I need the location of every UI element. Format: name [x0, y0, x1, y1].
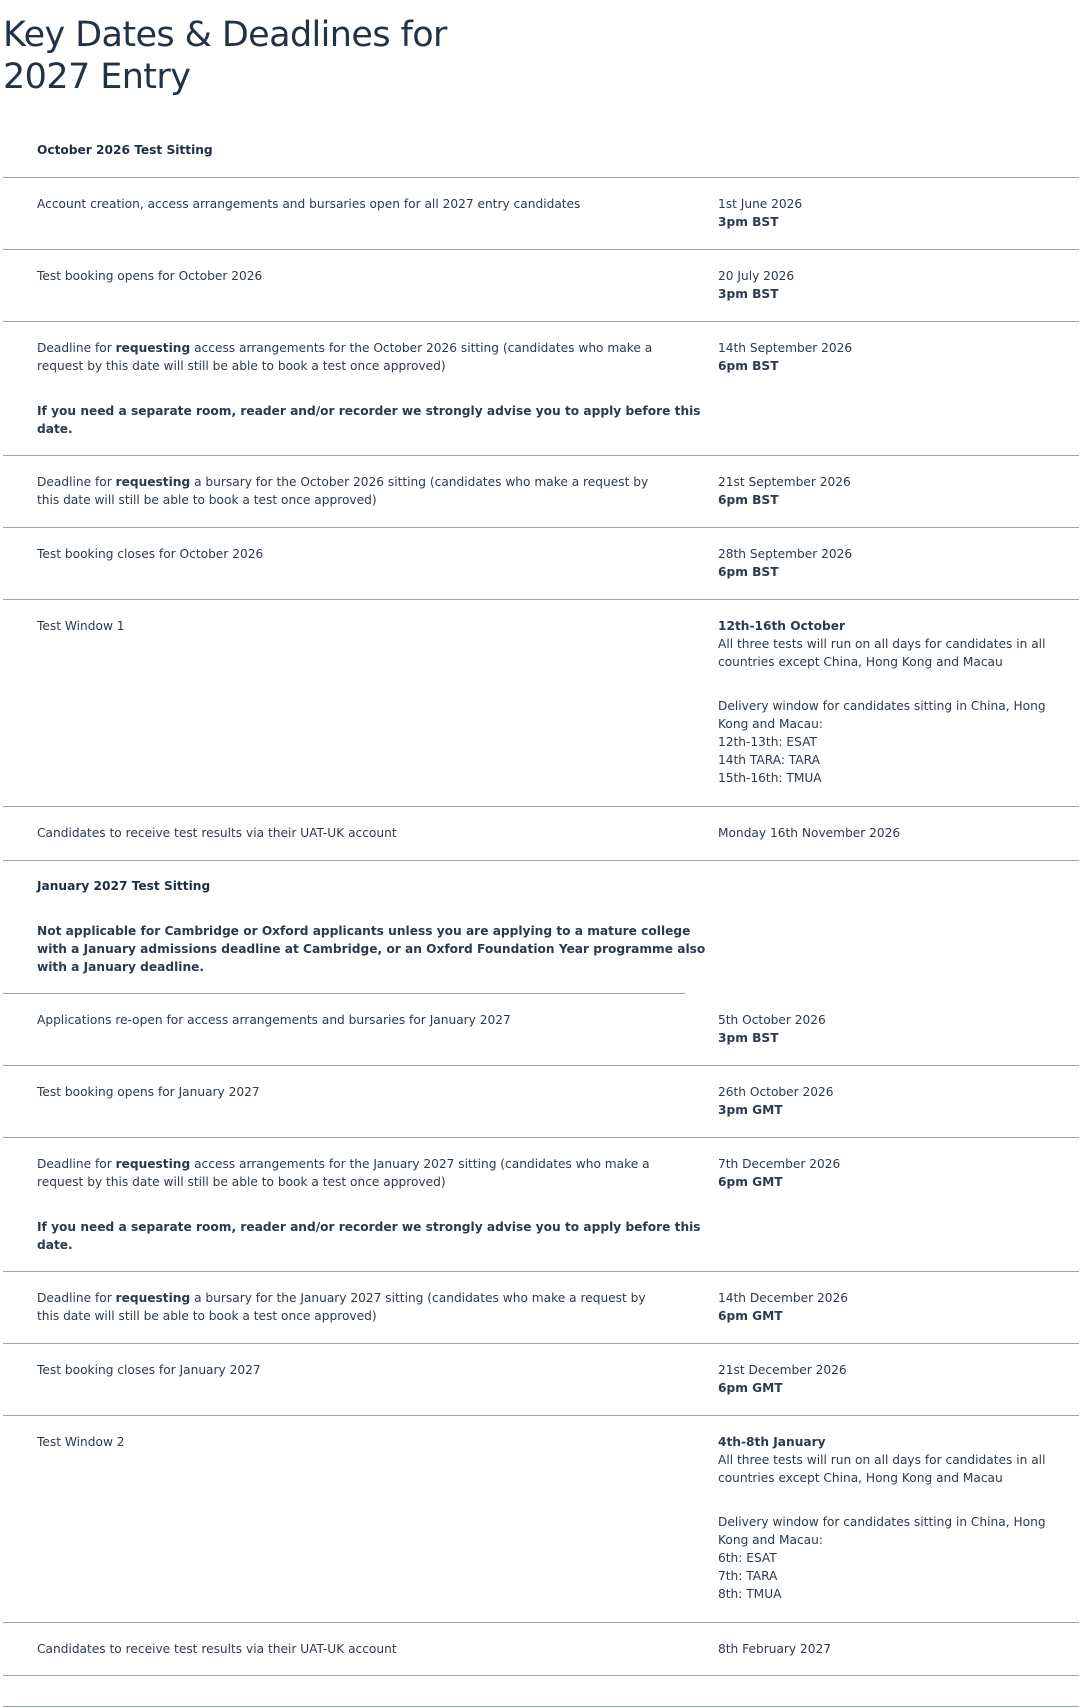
divider: [3, 1343, 1079, 1344]
october-results-label: Candidates to receive test results via their UAT-UK account: [37, 826, 397, 840]
test-window-1-detail: Kong and Macau:: [718, 717, 823, 731]
october-bursary-deadline-label: Deadline for requesting a bursary for the October 2026 sitting (candidates who make a request by: [37, 475, 649, 489]
divider: [3, 249, 1079, 250]
october-booking-opens-date: 20 July 2026: [718, 269, 795, 283]
october-access-advice: If you need a separate room, reader and/or recorder we strongly advise you to apply before this: [37, 404, 701, 418]
october-booking-opens-label: Test booking opens for October 2026: [37, 269, 263, 283]
january-applicability-note: Not applicable for Cambridge or Oxford applicants unless you are applying to a mature college: [37, 924, 691, 938]
january-reopen-label: Applications re-open for access arrangements and bursaries for January 2027: [37, 1013, 511, 1027]
divider: [3, 860, 1079, 861]
page-title-line-1: Key Dates & Deadlines for: [3, 15, 447, 55]
october-booking-closes-time: 6pm BST: [718, 565, 779, 579]
january-bursary-deadline-time: 6pm GMT: [718, 1309, 783, 1323]
january-booking-opens-time: 3pm GMT: [718, 1103, 783, 1117]
january-access-deadline-date: 7th December 2026: [718, 1157, 841, 1171]
october-account-creation-date: 1st June 2026: [718, 197, 803, 211]
page-title-line-2: 2027 Entry: [3, 57, 191, 97]
divider: [3, 321, 1079, 322]
divider: [3, 1065, 1079, 1066]
divider: [3, 1137, 1079, 1138]
divider: [3, 1675, 1079, 1676]
january-results-date: 8th February 2027: [718, 1642, 832, 1656]
october-booking-closes-label: Test booking closes for October 2026: [37, 547, 264, 561]
divider: [3, 455, 1079, 456]
january-access-advice-cont: date.: [37, 1238, 73, 1252]
test-window-2-detail: 7th: TARA: [718, 1569, 778, 1583]
october-booking-opens-time: 3pm BST: [718, 287, 779, 301]
test-window-2-detail: countries except China, Hong Kong and Macau: [718, 1471, 1003, 1485]
test-window-2-dates: 4th-8th January: [718, 1435, 826, 1449]
divider: [3, 1271, 1079, 1272]
october-bursary-deadline-date: 21st September 2026: [718, 475, 851, 489]
test-window-2-detail: Kong and Macau:: [718, 1533, 823, 1547]
divider: [3, 177, 1079, 178]
test-window-1-detail: All three tests will run on all days for candidates in all: [718, 637, 1046, 651]
january-section-heading: January 2027 Test Sitting: [37, 879, 211, 893]
divider: [3, 993, 685, 994]
test-window-1-dates: 12th-16th October: [718, 619, 846, 633]
january-booking-opens-label: Test booking opens for January 2027: [37, 1085, 260, 1099]
october-section-heading: October 2026 Test Sitting: [37, 143, 213, 157]
october-account-creation-time: 3pm BST: [718, 215, 779, 229]
january-booking-closes-label: Test booking closes for January 2027: [37, 1363, 261, 1377]
test-window-2-detail: 8th: TMUA: [718, 1587, 782, 1601]
divider: [3, 1622, 1079, 1623]
october-access-deadline-label-cont: request by this date will still be able to book a test once approved): [37, 359, 446, 373]
october-access-deadline-time: 6pm BST: [718, 359, 779, 373]
test-window-1-label: Test Window 1: [37, 619, 125, 633]
test-window-1-detail: 14th TARA: TARA: [718, 753, 820, 767]
january-booking-closes-time: 6pm GMT: [718, 1381, 783, 1395]
january-applicability-note: with a January deadline.: [37, 960, 205, 974]
october-results-date: Monday 16th November 2026: [718, 826, 901, 840]
january-access-deadline-time: 6pm GMT: [718, 1175, 783, 1189]
test-window-1-detail: 15th-16th: TMUA: [718, 771, 822, 785]
january-access-deadline-label-cont: request by this date will still be able to book a test once approved): [37, 1175, 446, 1189]
october-access-advice-cont: date.: [37, 422, 73, 436]
october-access-deadline-label: Deadline for requesting access arrangements for the October 2026 sitting (candidates who make a: [37, 341, 653, 355]
test-window-2-detail: All three tests will run on all days for candidates in all: [718, 1453, 1046, 1467]
divider: [3, 599, 1079, 600]
test-window-1-detail: countries except China, Hong Kong and Macau: [718, 655, 1003, 669]
january-reopen-date: 5th October 2026: [718, 1013, 826, 1027]
divider: [3, 1706, 1079, 1707]
january-reopen-time: 3pm BST: [718, 1031, 779, 1045]
january-bursary-deadline-label: Deadline for requesting a bursary for the January 2027 sitting (candidates who make a request by: [37, 1291, 646, 1305]
january-results-label: Candidates to receive test results via their UAT-UK account: [37, 1642, 397, 1656]
october-bursary-deadline-label-cont: this date will still be able to book a test once approved): [37, 493, 377, 507]
january-access-advice: If you need a separate room, reader and/or recorder we strongly advise you to apply before this: [37, 1220, 701, 1234]
january-access-deadline-label: Deadline for requesting access arrangements for the January 2027 sitting (candidates who make a: [37, 1157, 650, 1171]
october-booking-closes-date: 28th September 2026: [718, 547, 853, 561]
test-window-2-label: Test Window 2: [37, 1435, 125, 1449]
test-window-2-detail: 6th: ESAT: [718, 1551, 777, 1565]
page-title: [3, 14, 523, 98]
october-access-deadline-date: 14th September 2026: [718, 341, 853, 355]
test-window-1-detail: 12th-13th: ESAT: [718, 735, 817, 749]
january-bursary-deadline-date: 14th December 2026: [718, 1291, 848, 1305]
divider: [3, 527, 1079, 528]
january-applicability-note: with a January admissions deadline at Cambridge, or an Oxford Foundation Year programme also: [37, 942, 706, 956]
test-window-2-detail: Delivery window for candidates sitting in China, Hong: [718, 1515, 1046, 1529]
january-booking-closes-date: 21st December 2026: [718, 1363, 847, 1377]
divider: [3, 806, 1079, 807]
january-bursary-deadline-label-cont: this date will still be able to book a test once approved): [37, 1309, 377, 1323]
january-booking-opens-date: 26th October 2026: [718, 1085, 834, 1099]
october-bursary-deadline-time: 6pm BST: [718, 493, 779, 507]
test-window-1-detail: Delivery window for candidates sitting in China, Hong: [718, 699, 1046, 713]
october-account-creation-label: Account creation, access arrangements and bursaries open for all 2027 entry candidates: [37, 197, 581, 211]
divider: [3, 1415, 1079, 1416]
